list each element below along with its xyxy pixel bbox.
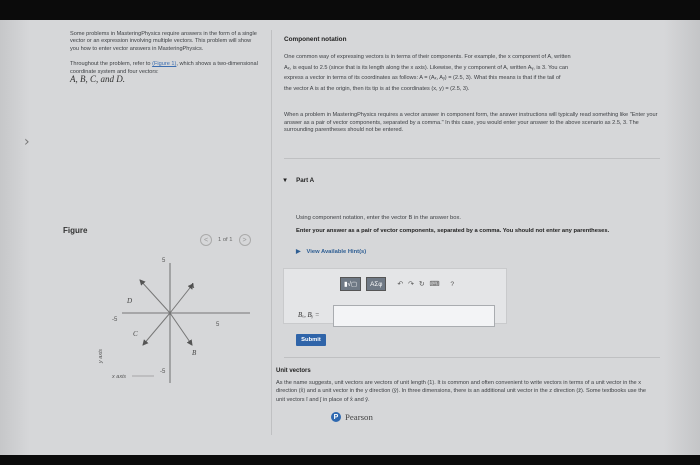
x-axis-label: x axis: [112, 374, 127, 380]
math-toolbar: [340, 277, 454, 291]
vector-names: A, B, C, and D.: [70, 74, 125, 85]
prev-figure-button[interactable]: <: [200, 234, 212, 246]
intro-text-tail: , which shows a two-dimensional coordinate system and four vectors:: [70, 61, 258, 75]
figure-pager: [200, 234, 251, 246]
answer-input[interactable]: [333, 305, 495, 327]
vector-label-a: A: [190, 282, 195, 290]
component-notation-paragraph-1: [284, 52, 660, 94]
cn-line-2: Aₓ, is equal to 2.5 (since that is its length along the x axis). Likewise, the y component of A, written Aᵧ, is 3. You can: [284, 64, 569, 71]
hints-label: View Available Hint(s): [306, 249, 367, 255]
vector-b: [170, 313, 192, 345]
tick-bottom: -5: [160, 369, 166, 375]
unit-vectors-text: As the name suggests, unit vectors are vectors of unit length (1). It is common and often convenient to write vectors in terms of a unit vector in the x direction (x̂) and a unit vector in the y direction (ŷ). In three dimensions, there is an additional unit vector in the z direction (ẑ). Some textbooks use the unit vectors î and ĵ in place of x̂ and ŷ.: [276, 380, 646, 403]
vector-label-d: D: [127, 297, 133, 305]
vector-d: [140, 280, 170, 313]
figure-label: Figure: [63, 226, 88, 235]
pearson-logo-icon: P: [331, 412, 341, 422]
symbols-button[interactable]: ΑΣφ: [366, 277, 386, 291]
reset-icon[interactable]: ↻: [418, 281, 425, 288]
part-a-instructions: [296, 214, 656, 236]
column-divider: [271, 30, 272, 435]
submit-button[interactable]: Submit: [296, 334, 326, 346]
component-notation-paragraph-2: When a problem in MasteringPhysics requires a vector answer in component form, the answer instructions will typically read something like "Enter your answer as a pair of vector components, separated by a comma." In this case, you would enter your answer to the above scenario as 2.5, 3. The surrounding parentheses should not be entered.: [284, 112, 658, 134]
templates-button[interactable]: ▮√▢: [340, 277, 361, 291]
vector-label-c: C: [133, 330, 138, 338]
component-notation-heading: Component notation: [284, 36, 347, 43]
cn-line-1: One common way of expressing vectors is in terms of their components. For example, the x component of A, written: [284, 54, 571, 60]
y-axis-label: y axis: [98, 348, 104, 363]
cn-line-4: the vector A is at the origin, then its tip is at the coordinates (x, y) = (2.5, 3).: [284, 85, 470, 92]
vector-label-b: B: [192, 349, 197, 357]
part-a-title: Part A: [296, 177, 315, 184]
problem-intro: [70, 31, 260, 93]
pearson-logo: [331, 412, 373, 422]
instruction-line-1: Using component notation, enter the vector B in the answer box.: [296, 215, 461, 221]
collapse-caret-icon[interactable]: ▼: [282, 177, 289, 184]
intro-paragraph-1: Some problems in MasteringPhysics require answers in the form of a single vector or an expression involving multiple vectors. This problem will show you how to enter vector answers in MasteringPhysics.: [70, 31, 257, 52]
keyboard-icon[interactable]: ⌨: [429, 281, 440, 288]
part-a-divider: [284, 158, 660, 159]
vector-c: [143, 313, 170, 345]
tick-top: 5: [162, 258, 166, 264]
redo-icon[interactable]: ↷: [408, 281, 414, 288]
view-hints-link[interactable]: [296, 249, 366, 255]
part-a-header[interactable]: [282, 177, 314, 184]
next-figure-button[interactable]: >: [239, 234, 251, 246]
figure-page-indicator: 1 of 1: [218, 237, 233, 243]
left-edge: [0, 20, 30, 455]
right-edge: [664, 20, 700, 455]
instruction-line-2: Enter your answer as a pair of vector components, separated by a comma. You should not enter any parentheses.: [296, 227, 610, 234]
unit-vectors-heading: Unit vectors: [276, 368, 311, 374]
help-icon[interactable]: ?: [450, 280, 455, 288]
tick-right: 5: [216, 322, 220, 328]
figure-link[interactable]: (Figure 1): [152, 61, 177, 68]
answer-label: Bₓ, Bᵧ =: [298, 312, 320, 319]
intro-text: Throughout the problem, refer to: [70, 61, 151, 68]
pearson-brand: Pearson: [345, 412, 373, 422]
intro-paragraph-2: [70, 61, 260, 85]
undo-icon[interactable]: ↶: [397, 281, 404, 288]
expand-arrow-icon[interactable]: ›: [24, 134, 30, 150]
tick-left: -5: [112, 317, 118, 323]
hints-caret-icon: ▶: [296, 249, 301, 255]
vector-figure: [98, 258, 260, 388]
cn-line-3: express a vector in terms of its coordinates as follows: A = (Aₓ, Aᵧ) = (2.5, 3). What this means is that if the tail of: [284, 75, 561, 81]
unit-vectors-divider: [284, 357, 660, 358]
